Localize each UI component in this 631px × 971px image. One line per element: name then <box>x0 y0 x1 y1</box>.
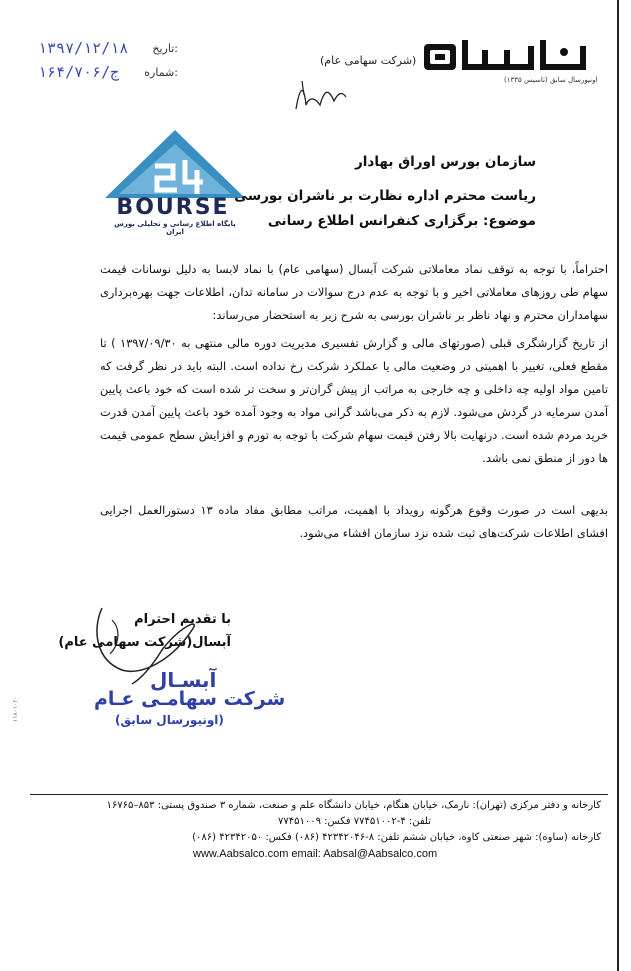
side-code: ۱۱۸۰۱۰۲۰ <box>12 696 19 722</box>
bourse-logo-triangle <box>105 130 245 200</box>
closing-regards: با تقدیم احترام <box>134 612 231 627</box>
footer-address-saveh: کارخانه (ساوه): شهر صنعتی کاوه، خیابان ششم تلفن: ۸-۴۲۳۴۲۰۴۶ (۰۸۶) فکس: ۴۲۳۴۲۰۵۰ (۰۸۶) <box>192 832 601 843</box>
stamp-former-name: (اونیورسال سابق) <box>115 713 224 727</box>
bourse-logo-name: BOURSE <box>116 195 230 220</box>
stamp-company-name: آبسـال <box>150 668 217 692</box>
company-logo-mark <box>424 38 596 74</box>
addressee-line-1: سازمان بورس اوراق بهادار <box>355 154 536 170</box>
footer-address-tehran: کارخانه و دفتر مرکزی (تهران): نارمک، خیابان هنگام، خیابان دانشگاه علم و صنعت، شماره ۳ صندوق پستی: ۸۵۳–۱۶۷۶۵ <box>106 800 601 811</box>
footer-rule <box>30 794 608 795</box>
closing-company: آبسال(شرکت سهامی عام) <box>58 635 231 650</box>
number-row <box>38 64 178 84</box>
addressee-line-2: ریاست محترم اداره نظارت بر ناشران بورسی <box>234 188 536 204</box>
footer-web-email[interactable]: www.Aabsalco.com email: Aabsal@Aabsalco.com <box>193 848 438 860</box>
company-subtitle: اونیورسال سابق (تاسیس ۱۳۳۵) <box>504 76 598 84</box>
handwritten-note <box>290 75 350 117</box>
date-row <box>38 40 178 60</box>
company-type: (شرکت سهامی عام) <box>320 54 417 67</box>
body-paragraph-2: از تاریخ گزارشگری قبلی (صورتهای مالی و گزارش تفسیری مدیریت دوره مالی منتهی به ۱۳۹۷/۰۹/۳۰ ) تا مقطع فعلی، تغییر با اهمیتی در وضعیت مالی یا عملکرد شرکت رخ نداده است. البته باید در نظر گرفت که تامین مواد اولیه چه داخلی و چه خارجی به مراتب از پیش گران‌تر و سخت تر شده است که خود باعث پایین آمدن سرمایه در گردش می‌شود. لازم به ذکر می‌باشد گرانی مواد به وجود آمده خود باعث پایین آمدن قدرت خرید مردم شده است. درنهایت بالا رفتن قیمت سهام شرکت با توجه به تورم و افزایش سطح عمومی قیمت ها دور از منطق نمی باشد. <box>100 336 609 465</box>
company-logo <box>424 38 596 74</box>
body-paragraph-1: احتراماً، با توجه به توقف نماد معاملاتی شرکت آبسال (سهامی عام) با نماد لابسا به دلیل نوسانات قیمت سهام طی روزهای معاملاتی اخیر و با توجه به عدم درج سوالات در سامانه تدان، اطلاعات جهت بهره‌برداری سهامداران محترم و نهاد ناظر بر ناشران بورسی به شرح زیر به استحضار می‌رساند: <box>100 262 608 322</box>
date-label: تاریخ: <box>152 42 178 55</box>
subject-line: موضوع: برگزاری کنفرانس اطلاع رسانی <box>267 213 536 229</box>
number-value: ج/۱۶۴/۷۰۶ <box>38 63 120 81</box>
number-label: شماره: <box>144 66 178 79</box>
body-paragraph-3: بدیهی است در صورت وقوع هرگونه رویداد با اهمیت، مراتب مطابق مفاد ماده ۱۳ دستورالعمل اجرایی افشای اطلاعات شرکت‌های ثبت شده نزد سازمان افشاء می‌شود. <box>100 503 608 540</box>
footer-phone-tehran: تلفن: ۴-۷۷۴۵۱۰۰۲ فکس: ۷۷۴۵۱۰۰۹ <box>277 816 431 827</box>
page-edge-rule <box>617 0 619 971</box>
bourse-logo-subtitle: پایگاه اطلاع رسانی و تحلیلی بورس ایران <box>114 220 236 236</box>
stamp-company-type: شرکت سهامـی عـام <box>94 688 286 710</box>
date-value: ۱۳۹۷/۱۲/۱۸ <box>38 39 129 57</box>
